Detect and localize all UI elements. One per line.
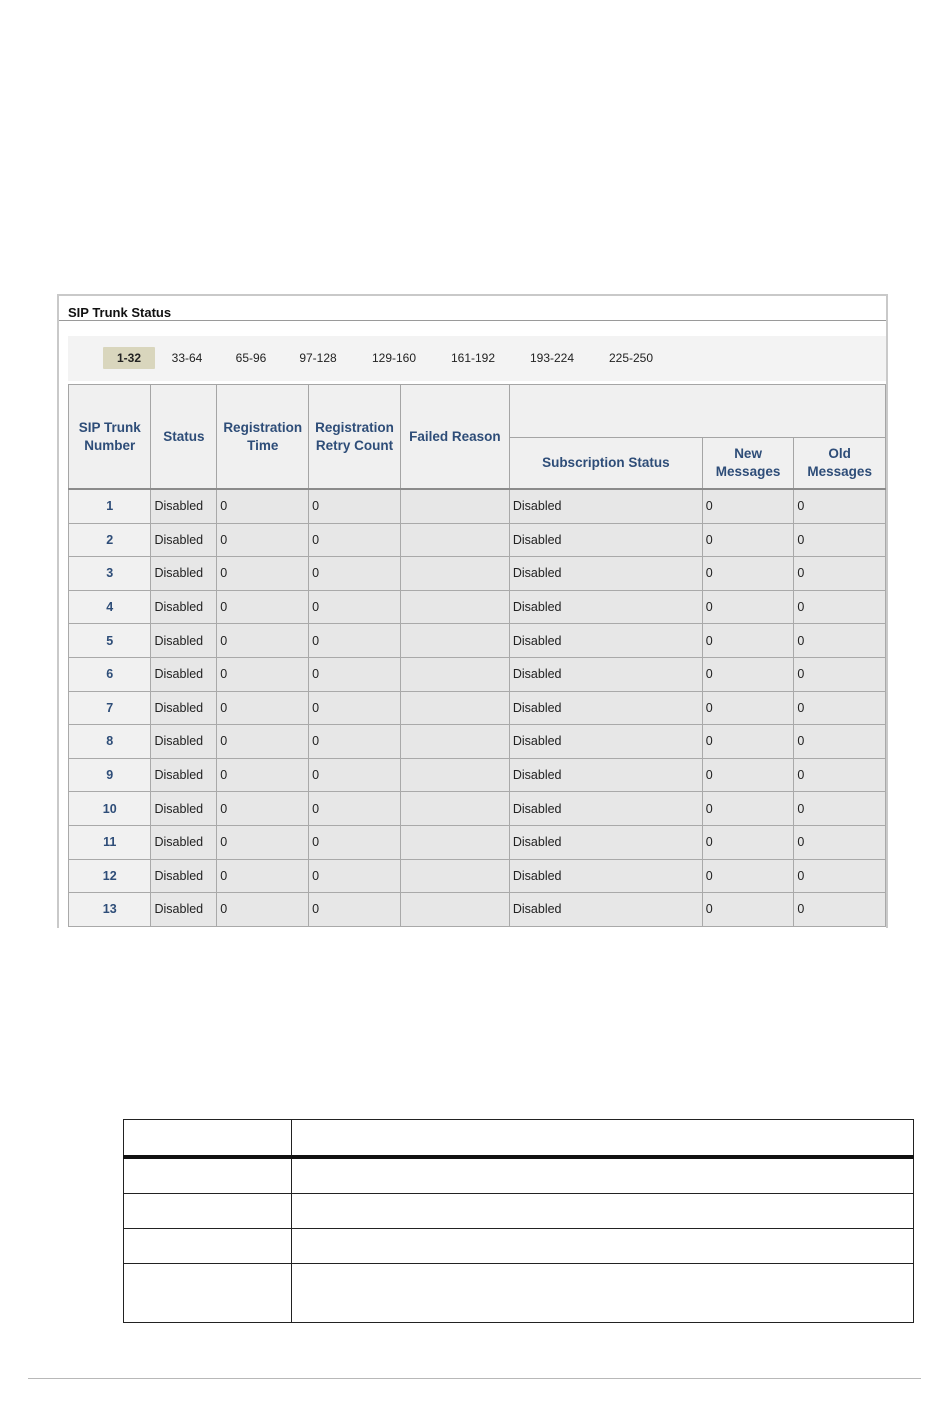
- status-cell: Disabled: [151, 792, 217, 826]
- failed-reason-cell: [400, 557, 509, 591]
- retry-count-cell: 0: [309, 557, 401, 591]
- sip-trunk-table: [68, 384, 886, 927]
- failed-reason-cell: [400, 893, 509, 927]
- failed-reason-cell: [400, 725, 509, 759]
- old-messages-cell: 0: [794, 893, 886, 927]
- range-tab-97-128[interactable]: 97-128: [299, 351, 337, 365]
- subscription-status-cell: Disabled: [509, 657, 702, 691]
- status-cell: Disabled: [151, 893, 217, 927]
- subscription-status-cell: Disabled: [509, 691, 702, 725]
- new-messages-cell: 0: [702, 624, 794, 658]
- table-row: [124, 1264, 914, 1323]
- new-messages-cell: 0: [702, 859, 794, 893]
- range-tab-193-224[interactable]: 193-224: [529, 351, 575, 365]
- failed-reason-cell: [400, 859, 509, 893]
- trunk-number-cell[interactable]: 5: [69, 624, 151, 658]
- failed-reason-cell: [400, 590, 509, 624]
- header-text: Number: [84, 437, 136, 453]
- range-tab-33-64[interactable]: 33-64: [171, 351, 203, 365]
- table-row: [124, 1229, 914, 1264]
- table-cell: [124, 1120, 292, 1158]
- table-cell: [124, 1194, 292, 1229]
- col-header-registration-time: [217, 385, 309, 490]
- col-header-status: Status: [151, 385, 217, 490]
- retry-count-cell: 0: [309, 657, 401, 691]
- col-header-trunk-number: [69, 385, 151, 490]
- table-cell: [292, 1264, 914, 1323]
- trunk-number-cell[interactable]: 8: [69, 725, 151, 759]
- panel-title: SIP Trunk Status: [68, 305, 172, 320]
- subscription-status-cell: Disabled: [509, 725, 702, 759]
- registration-time-cell: 0: [217, 657, 309, 691]
- footer-divider: [28, 1378, 921, 1379]
- new-messages-cell: 0: [702, 657, 794, 691]
- registration-time-cell: 0: [217, 859, 309, 893]
- trunk-number-cell[interactable]: 13: [69, 893, 151, 927]
- range-tab-1-32[interactable]: 1-32: [103, 347, 155, 369]
- old-messages-cell: 0: [794, 590, 886, 624]
- header-text: Messages: [715, 464, 781, 479]
- table-row: [69, 624, 886, 658]
- subscription-status-cell: Disabled: [509, 758, 702, 792]
- subscription-status-cell: Disabled: [509, 792, 702, 826]
- table-cell: [124, 1157, 292, 1194]
- new-messages-cell: 0: [702, 792, 794, 826]
- trunk-number-cell[interactable]: 4: [69, 590, 151, 624]
- trunk-number-cell[interactable]: 1: [69, 489, 151, 523]
- table-row: [124, 1194, 914, 1229]
- table-row: [124, 1120, 914, 1158]
- new-messages-cell: 0: [702, 523, 794, 557]
- registration-time-cell: 0: [217, 825, 309, 859]
- status-cell: Disabled: [151, 859, 217, 893]
- retry-count-cell: 0: [309, 624, 401, 658]
- table-row: [69, 590, 886, 624]
- table-row: [69, 859, 886, 893]
- registration-time-cell: 0: [217, 523, 309, 557]
- col-header-failed-reason: Failed Reason: [400, 385, 509, 490]
- table-row: [69, 758, 886, 792]
- trunk-number-cell[interactable]: 6: [69, 657, 151, 691]
- col-header-retry-count: [309, 385, 401, 490]
- header-text: Messages: [807, 464, 872, 479]
- failed-reason-cell: [400, 657, 509, 691]
- col-header-subscription-status: Subscription Status: [509, 438, 702, 490]
- failed-reason-cell: [400, 758, 509, 792]
- trunk-number-cell[interactable]: 10: [69, 792, 151, 826]
- table-cell: [124, 1264, 292, 1323]
- new-messages-cell: 0: [702, 590, 794, 624]
- title-divider: [59, 320, 886, 321]
- registration-time-cell: 0: [217, 792, 309, 826]
- range-tab-161-192[interactable]: 161-192: [450, 351, 496, 365]
- header-text: Time: [247, 437, 279, 453]
- table-cell: [292, 1194, 914, 1229]
- old-messages-cell: 0: [794, 657, 886, 691]
- failed-reason-cell: [400, 523, 509, 557]
- retry-count-cell: 0: [309, 691, 401, 725]
- retry-count-cell: 0: [309, 725, 401, 759]
- failed-reason-cell: [400, 825, 509, 859]
- new-messages-cell: 0: [702, 725, 794, 759]
- registration-time-cell: 0: [217, 725, 309, 759]
- table-row: [69, 657, 886, 691]
- new-messages-cell: 0: [702, 489, 794, 523]
- subscription-status-cell: Disabled: [509, 523, 702, 557]
- failed-reason-cell: [400, 489, 509, 523]
- header-text: Registration: [315, 419, 394, 435]
- registration-time-cell: 0: [217, 758, 309, 792]
- registration-time-cell: 0: [217, 624, 309, 658]
- old-messages-cell: 0: [794, 859, 886, 893]
- old-messages-cell: 0: [794, 725, 886, 759]
- trunk-number-cell[interactable]: 11: [69, 825, 151, 859]
- table-row: [69, 893, 886, 927]
- old-messages-cell: 0: [794, 758, 886, 792]
- table-row: [69, 792, 886, 826]
- header-text: Registration: [223, 419, 303, 435]
- registration-time-cell: 0: [217, 489, 309, 523]
- old-messages-cell: 0: [794, 691, 886, 725]
- trunk-number-cell[interactable]: 12: [69, 859, 151, 893]
- header-text: Retry Count: [315, 437, 394, 453]
- range-tab-129-160[interactable]: 129-160: [371, 351, 417, 365]
- old-messages-cell: 0: [794, 792, 886, 826]
- col-header-new-messages: [702, 438, 794, 490]
- trunk-number-cell[interactable]: 2: [69, 523, 151, 557]
- retry-count-cell: 0: [309, 893, 401, 927]
- table-cell: [124, 1229, 292, 1264]
- registration-time-cell: 0: [217, 557, 309, 591]
- retry-count-cell: 0: [309, 489, 401, 523]
- subscription-status-cell: Disabled: [509, 489, 702, 523]
- new-messages-cell: 0: [702, 893, 794, 927]
- registration-time-cell: 0: [217, 893, 309, 927]
- new-messages-cell: 0: [702, 691, 794, 725]
- registration-time-cell: 0: [217, 691, 309, 725]
- sip-trunk-status-panel: [57, 294, 888, 928]
- trunk-number-cell[interactable]: 9: [69, 758, 151, 792]
- status-cell: Disabled: [151, 489, 217, 523]
- col-header-old-messages: [794, 438, 886, 490]
- status-cell: Disabled: [151, 725, 217, 759]
- header-text: New: [734, 446, 762, 461]
- old-messages-cell: 0: [794, 624, 886, 658]
- trunk-number-cell[interactable]: 7: [69, 691, 151, 725]
- old-messages-cell: 0: [794, 489, 886, 523]
- table-row: [124, 1157, 914, 1194]
- status-cell: Disabled: [151, 557, 217, 591]
- status-cell: Disabled: [151, 825, 217, 859]
- table-cell: [292, 1229, 914, 1264]
- new-messages-cell: 0: [702, 758, 794, 792]
- subscription-status-cell: Disabled: [509, 624, 702, 658]
- range-tab-225-250[interactable]: 225-250: [608, 351, 654, 365]
- retry-count-cell: 0: [309, 825, 401, 859]
- subscription-status-cell: Disabled: [509, 825, 702, 859]
- retry-count-cell: 0: [309, 523, 401, 557]
- status-cell: Disabled: [151, 523, 217, 557]
- retry-count-cell: 0: [309, 590, 401, 624]
- status-cell: Disabled: [151, 624, 217, 658]
- col-header-group-blank: [509, 385, 885, 438]
- new-messages-cell: 0: [702, 557, 794, 591]
- table-cell: [292, 1120, 914, 1158]
- trunk-number-cell[interactable]: 3: [69, 557, 151, 591]
- retry-count-cell: 0: [309, 792, 401, 826]
- subscription-status-cell: Disabled: [509, 590, 702, 624]
- table-row: [69, 523, 886, 557]
- range-tab-bar: [68, 336, 888, 381]
- header-text: Old: [828, 446, 851, 461]
- table-cell: [292, 1157, 914, 1194]
- table-row: [69, 825, 886, 859]
- failed-reason-cell: [400, 691, 509, 725]
- old-messages-cell: 0: [794, 523, 886, 557]
- status-cell: Disabled: [151, 657, 217, 691]
- retry-count-cell: 0: [309, 758, 401, 792]
- table-row: [69, 725, 886, 759]
- new-messages-cell: 0: [702, 825, 794, 859]
- subscription-status-cell: Disabled: [509, 557, 702, 591]
- table-row: [69, 691, 886, 725]
- retry-count-cell: 0: [309, 859, 401, 893]
- subscription-status-cell: Disabled: [509, 893, 702, 927]
- table-row: [69, 557, 886, 591]
- table-row: [69, 489, 886, 523]
- old-messages-cell: 0: [794, 557, 886, 591]
- status-cell: Disabled: [151, 590, 217, 624]
- status-cell: Disabled: [151, 691, 217, 725]
- subscription-status-cell: Disabled: [509, 859, 702, 893]
- failed-reason-cell: [400, 624, 509, 658]
- old-messages-cell: 0: [794, 825, 886, 859]
- header-text: SIP Trunk: [78, 419, 141, 435]
- failed-reason-cell: [400, 792, 509, 826]
- registration-time-cell: 0: [217, 590, 309, 624]
- range-tab-65-96[interactable]: 65-96: [235, 351, 267, 365]
- status-cell: Disabled: [151, 758, 217, 792]
- field-description-table: [123, 1119, 914, 1323]
